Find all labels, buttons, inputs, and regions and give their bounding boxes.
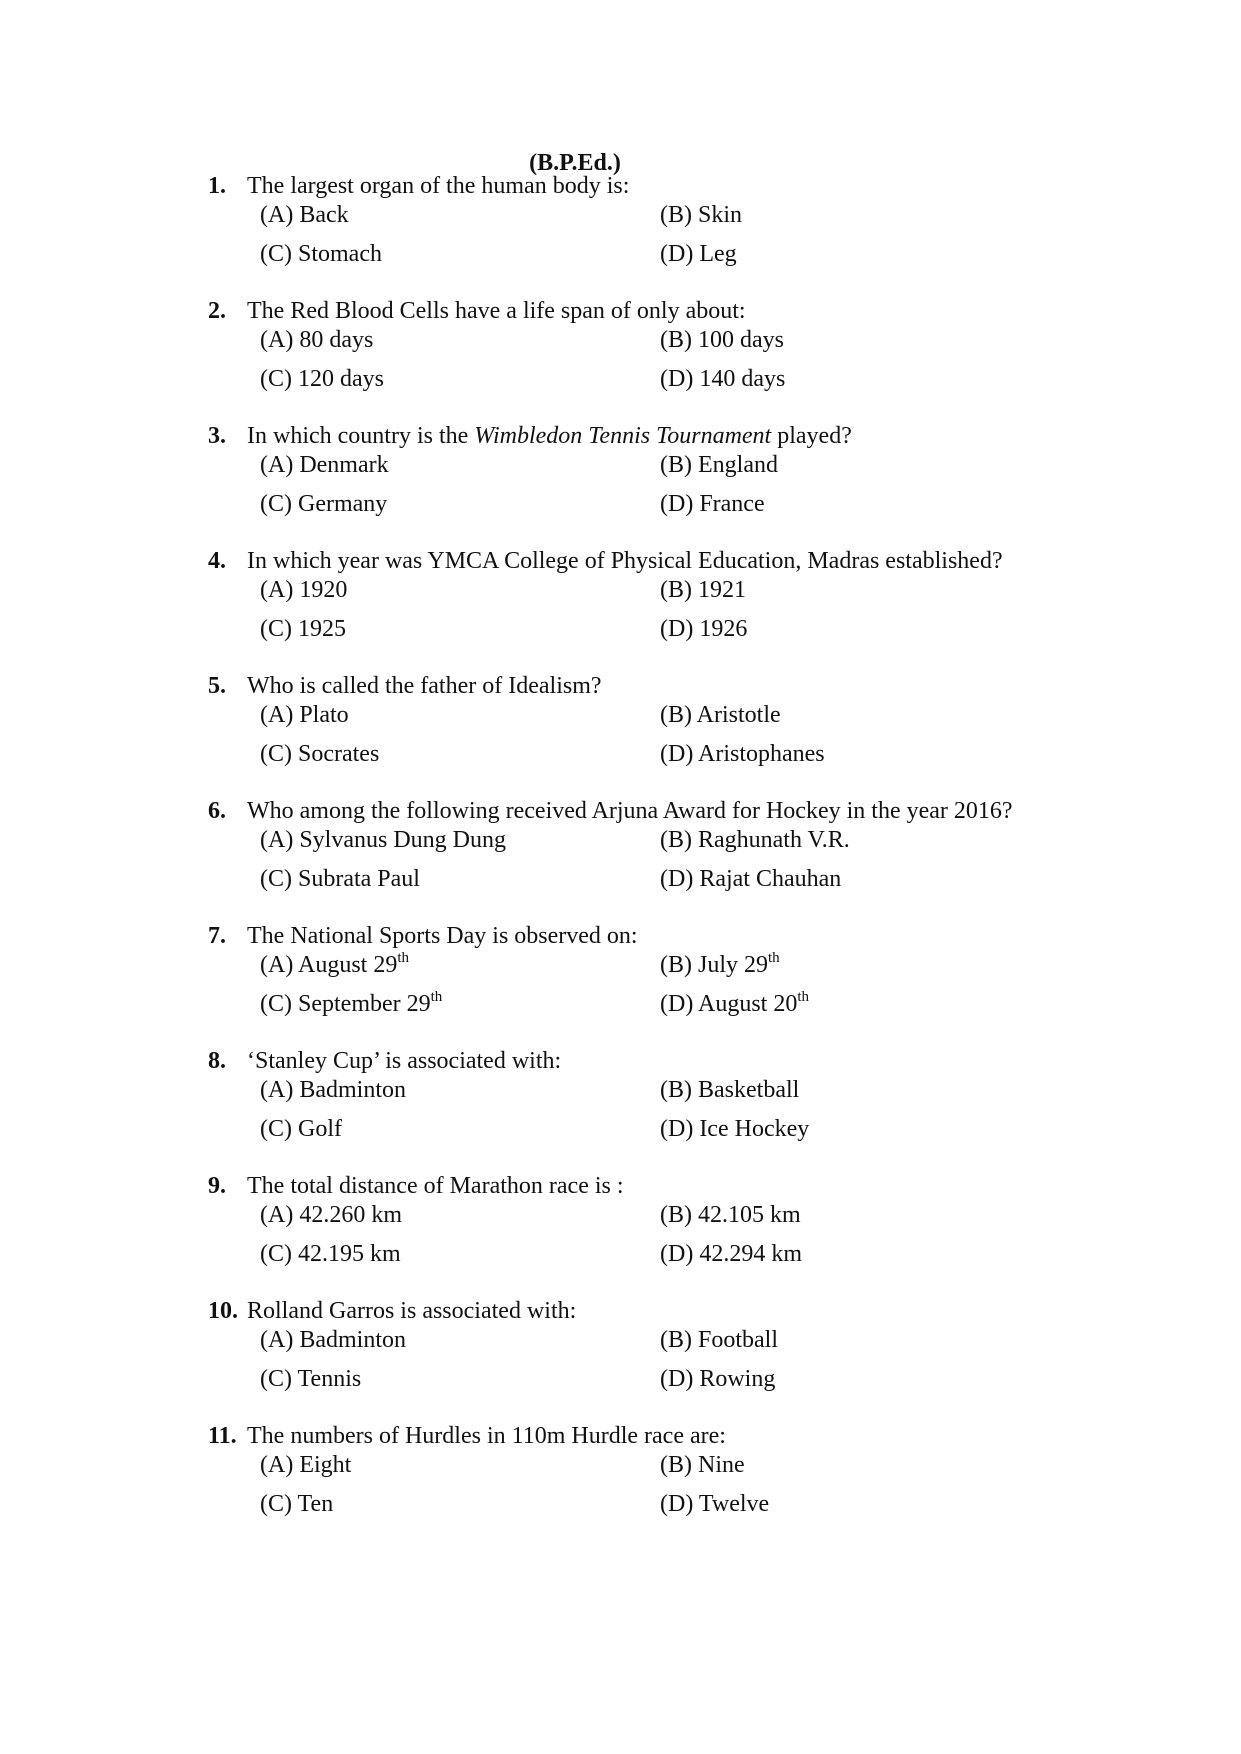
option-d: (D) 1926 (660, 616, 748, 642)
question-item (208, 422, 1108, 522)
ordinal-suffix: th (768, 950, 780, 966)
question-text: Rolland Garros is associated with: (247, 1298, 577, 1324)
question-text-before: In which country is the (247, 423, 475, 449)
question-item (208, 297, 1108, 397)
option-c: (C) Stomach (260, 241, 382, 267)
option-a: (A) Eight (260, 1452, 352, 1478)
option-b: (B) England (660, 452, 778, 478)
option-b: (B) Aristotle (660, 702, 781, 728)
option-c: (C) Tennis (260, 1366, 362, 1392)
option-d: (D) France (660, 491, 765, 517)
question-number: 4. (208, 548, 226, 574)
option-d: (D) Rajat Chauhan (660, 866, 842, 892)
option-b: (B) 1921 (660, 577, 746, 603)
question-item (208, 547, 1108, 647)
question-item (208, 672, 1108, 772)
question-number: 5. (208, 673, 226, 699)
option-a: (A) Back (260, 202, 349, 228)
option-c: (C) Socrates (260, 741, 380, 767)
option-d: (D) Ice Hockey (660, 1116, 810, 1142)
question-number: 8. (208, 1048, 226, 1074)
question-text-after: played? (771, 423, 852, 449)
question-number: 1. (208, 173, 226, 199)
question-text: ‘Stanley Cup’ is associated with: (247, 1048, 562, 1074)
question-number: 2. (208, 298, 226, 324)
option-c: (C) Germany (260, 491, 388, 517)
option-b: (B) 100 days (660, 327, 784, 353)
question-number: 10. (208, 1298, 238, 1324)
question-number: 11. (208, 1423, 237, 1449)
option-a: (A) 1920 (260, 577, 348, 603)
question-item (208, 797, 1108, 897)
ordinal-suffix: th (430, 989, 443, 1005)
option-d: (D) 140 days (660, 366, 786, 392)
question-text: The Red Blood Cells have a life span of only about: (247, 298, 746, 324)
question-text: The total distance of Marathon race is : (247, 1173, 624, 1199)
option-a: (A) 42.260 km (260, 1202, 402, 1228)
question-item (208, 1172, 1108, 1272)
option-a: (A) Badminton (260, 1327, 406, 1353)
option-b: (B) Football (660, 1327, 778, 1353)
question-text: The largest organ of the human body is: (247, 173, 630, 199)
option-a: (A) 80 days (260, 327, 374, 353)
option-d: (D) Twelve (660, 1491, 770, 1517)
option-d: (D) August 20th (660, 989, 810, 1017)
question-text: In which year was YMCA College of Physical Education, Madras established? (247, 548, 1003, 574)
question-number: 6. (208, 798, 226, 824)
option-b: (B) Basketball (660, 1077, 800, 1103)
option-a: (A) Denmark (260, 452, 389, 478)
option-a: (A) Sylvanus Dung Dung (260, 827, 506, 853)
option-d: (D) Aristophanes (660, 741, 825, 767)
page-heading: (B.P.Ed.) (529, 150, 621, 176)
option-b: (B) July 29th (660, 950, 780, 978)
question-text: Who is called the father of Idealism? (247, 673, 602, 699)
question-item (208, 172, 1108, 272)
option-b: (B) Nine (660, 1452, 745, 1478)
option-c: (C) September 29th (260, 989, 443, 1017)
question-number: 7. (208, 923, 226, 949)
option-b: (B) 42.105 km (660, 1202, 801, 1228)
option-c: (C) Subrata Paul (260, 866, 420, 892)
question-text: The numbers of Hurdles in 110m Hurdle race are: (247, 1423, 726, 1449)
ordinal-suffix: th (797, 989, 810, 1005)
question-text-italic: Wimbledon Tennis Tournament (474, 423, 772, 449)
option-d: (D) Leg (660, 241, 737, 267)
question-number: 3. (208, 423, 226, 449)
question-item (208, 1047, 1108, 1147)
option-c: (C) Golf (260, 1116, 342, 1142)
ordinal-suffix: th (397, 950, 410, 966)
option-a: (A) Plato (260, 702, 349, 728)
option-b: (B) Raghunath V.R. (660, 827, 850, 853)
option-a: (A) Badminton (260, 1077, 406, 1103)
option-a: (A) August 29th (260, 950, 410, 978)
option-c: (C) Ten (260, 1491, 334, 1517)
option-c: (C) 1925 (260, 616, 346, 642)
question-item (208, 1422, 1108, 1522)
option-b: (B) Skin (660, 202, 743, 228)
question-text: The National Sports Day is observed on: (247, 923, 638, 949)
option-c: (C) 42.195 km (260, 1241, 401, 1267)
option-d: (D) Rowing (660, 1366, 776, 1392)
question-text: Who among the following received Arjuna Award for Hockey in the year 2016? (247, 798, 1013, 824)
question-number: 9. (208, 1173, 226, 1199)
question-item (208, 922, 1108, 1022)
question-item (208, 1297, 1108, 1397)
option-c: (C) 120 days (260, 366, 384, 392)
option-d: (D) 42.294 km (660, 1241, 802, 1267)
